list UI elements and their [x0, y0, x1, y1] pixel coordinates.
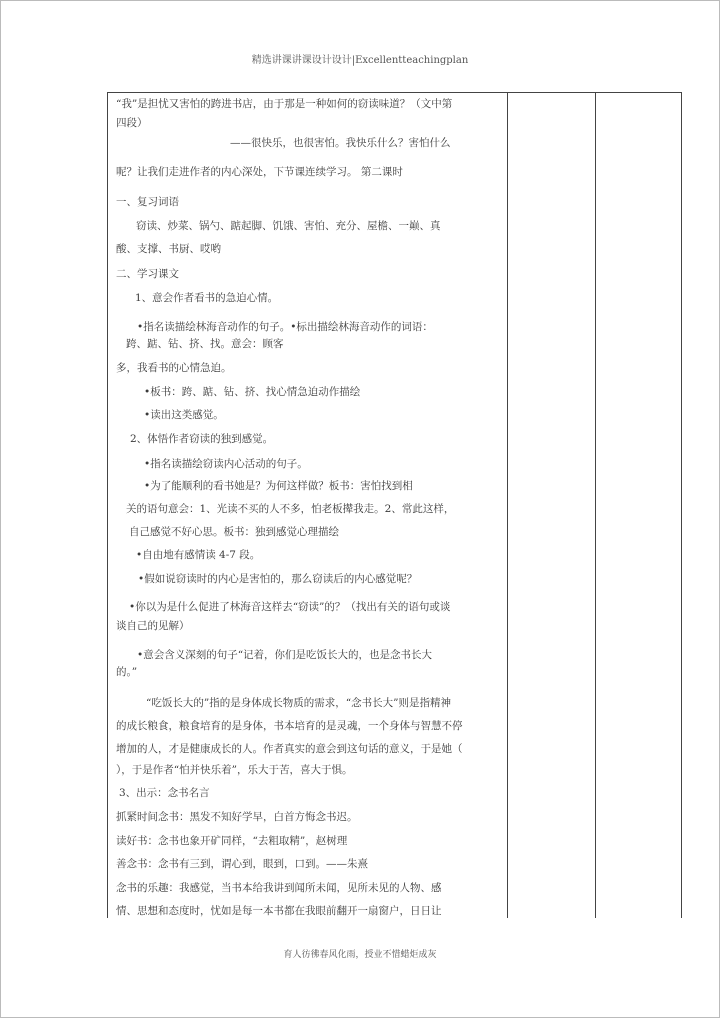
text-line: •你以为是什么促进了林海音这样去“窃读”的？（找出有关的语句或谈 — [129, 601, 451, 613]
text-line: 1、意会作者看书的急迫心情。 — [135, 292, 279, 304]
text-line: ），于是作者“怕并快乐着”，乐大于苦，喜大于惧。 — [116, 764, 353, 776]
text-line: •为了能顺利的看书她是？为何这样做？板书：害怕找到相 — [144, 480, 413, 492]
text-line: 窃读、炒菜、锅勺、踮起脚、饥饿、害怕、充分、屋檐、一巅、真 — [136, 220, 441, 232]
text-line: 谈自己的见解） — [116, 620, 190, 632]
text-line: 善念书：念书有三到，谓心到，眼到，口到。——朱熹 — [116, 858, 368, 870]
text-line: •指名读描绘窃读内心活动的句子。 — [144, 458, 308, 470]
text-line: 跨、踮、钻、挤、找。意会：顾客 — [126, 338, 284, 350]
text-line: “吃饭长大的”指的是身体成长物质的需求，“念书长大”则是指精神 — [146, 697, 451, 709]
text-line: •板书：跨、踮、钻、挤、找心情急迫动作描绘 — [144, 386, 361, 398]
section-heading: 二、学习课文 — [116, 268, 179, 280]
text-line: 四段） — [116, 117, 148, 129]
text-line: 多，我看书的心情急迫。 — [116, 362, 232, 374]
text-line: 情、思想和态度时，忧如是每一本书都在我眼前翻开一扇窗户，日日让 — [116, 905, 442, 917]
text-line: 的。” — [116, 666, 138, 678]
page-header: 精选讲课讲课设计设计|Excellentteachingplan — [251, 55, 469, 66]
text-line: •自由地有感情读 4-7 段。 — [136, 549, 261, 561]
text-line: “我”是担忧又害怕的跨进书店，由于那是一种如何的窃读味道？（文中第 — [116, 98, 453, 110]
text-line: •指名读描绘林海音动作的句子。•标出描绘林海音动作的词语： — [137, 321, 433, 333]
text-line: 自己感觉不好心思。板书：独到感觉心理描绘 — [129, 526, 339, 538]
text-line: •意会含义深刻的句子“记着，你们是吃饭长大的，也是念书长大 — [137, 649, 433, 661]
text-line: 呢？让我们走进作者的内心深处，下节课连续学习。 第二课时 — [116, 166, 403, 178]
text-line: ——很快乐，也很害怕。我快乐什么？害怕什么 — [230, 137, 451, 149]
column-divider-1 — [507, 93, 508, 918]
text-line: 酸、支撑、书厨、哎哟 — [116, 243, 221, 255]
text-line: 3、出示：念书名言 — [119, 787, 210, 799]
column-divider-2 — [595, 93, 596, 918]
text-line: 读好书：念书也象开矿同样，“去粗取精”，赵树理 — [116, 835, 348, 847]
text-line: •假如说窃读时的内心是害怕的，那么窃读后的内心感觉呢？ — [138, 573, 418, 585]
section-heading: 一、复习词语 — [116, 196, 179, 208]
text-line: 的成长粮食，粮食培育的是身体，书本培育的是灵魂，一个身体与智慧不停 — [116, 720, 463, 732]
text-line: •读出这类感觉。 — [144, 409, 224, 421]
text-line: 关的语句意会：1、光读不买的人不多，怕老板撵我走。2、常此这样， — [126, 503, 455, 515]
text-line: 抓紧时间念书：黑发不知好学早，白首方悔念书迟。 — [116, 811, 358, 823]
text-line: 增加的人，才是健康成长的人。作者真实的意会到这句话的意义，于是她（ — [116, 743, 463, 755]
page-footer: 育人彷彿春风化雨，授业不惜蜡炬成灰 — [283, 950, 437, 960]
text-line: 2、体悟作者窃读的独到感觉。 — [130, 433, 274, 445]
text-line: 念书的乐趣：我感觉，当书本给我讲到闻所未闻，见所未见的人物、感 — [116, 882, 442, 894]
